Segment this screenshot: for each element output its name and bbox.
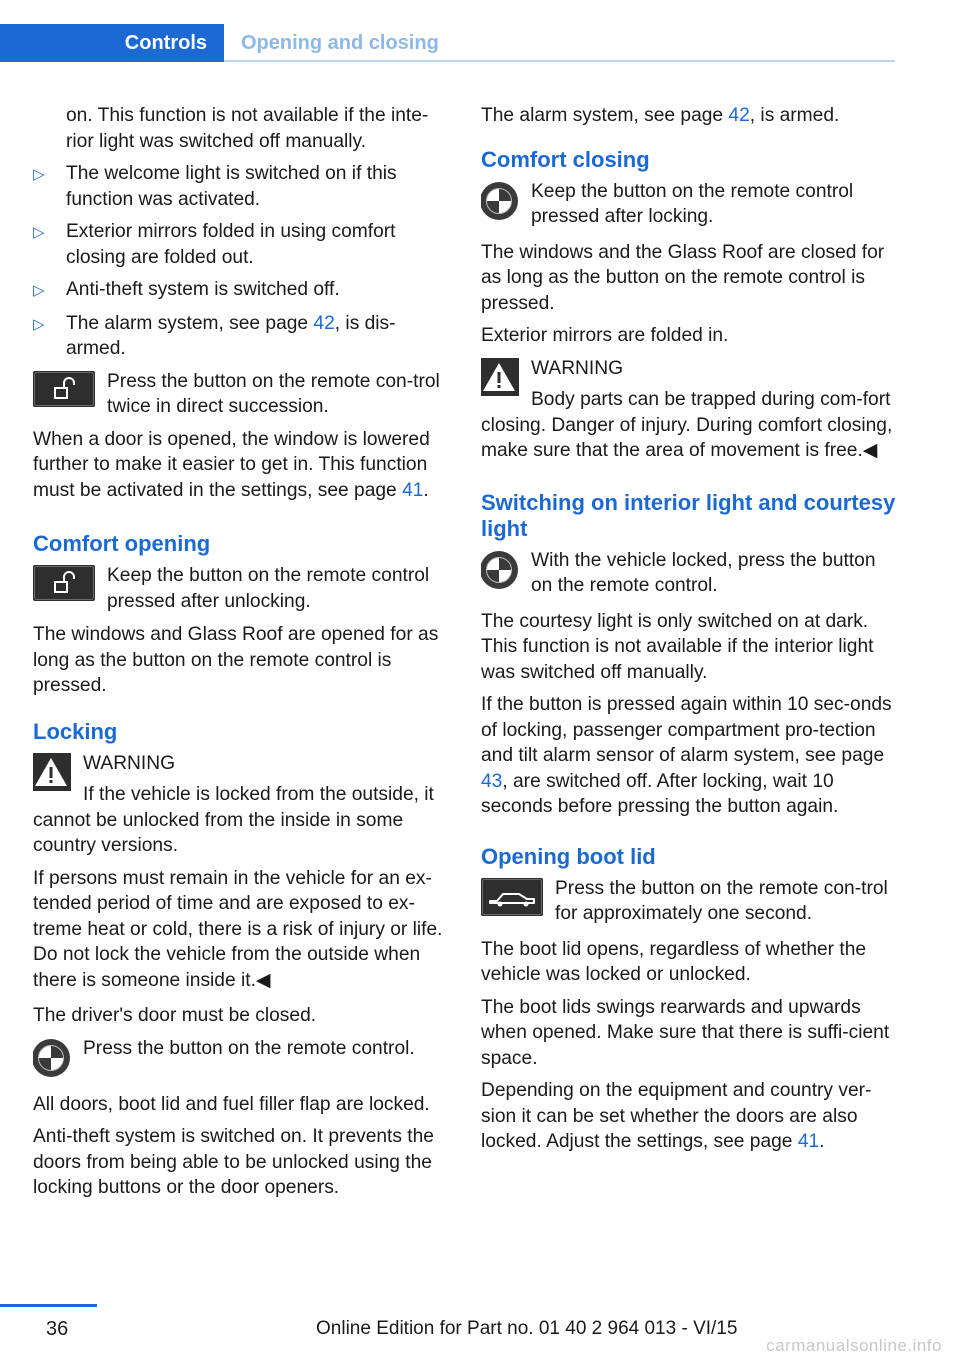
warning-text: If the vehicle is locked from the outside, it cannot be unlocked from the inside in some country versions. [33, 784, 434, 856]
warning-label: WARNING [83, 752, 176, 774]
page-link[interactable]: 41 [402, 479, 424, 501]
paragraph: The windows and the Glass Roof are closed for as long as the button on the remote control is pressed. [481, 241, 885, 314]
warning-triangle-icon [33, 753, 71, 791]
comfort-closing-instruction [481, 179, 899, 230]
list-item [33, 161, 451, 212]
paragraph: Exterior mirrors are folded in. [481, 325, 729, 346]
left-column [33, 103, 451, 1208]
page-link[interactable]: 43 [481, 770, 503, 792]
paragraph: The courtesy light is only switched on at dark. This function is not available if the interior light was switched off manually. [481, 610, 874, 683]
triangle-bullet-icon: ▷ [33, 315, 45, 333]
unlock-key-icon [33, 565, 95, 601]
warning-text: Body parts can be trapped during com-fort closing. Danger of injury. During comfort closing, make sure that the area of movement is free.◀ [481, 389, 893, 461]
instruction-text: Press the button on the remote con-trol twice in direct succession. [107, 370, 440, 417]
warning-box [481, 356, 899, 464]
lock-instruction [33, 1036, 451, 1082]
unlock-twice-instruction [33, 369, 451, 420]
warning-box [33, 751, 451, 859]
paragraph: Depending on the equipment and country ver-sion it can be set whether the doors are also locked. Adjust the settings, see page 41. [481, 1080, 872, 1152]
bmw-roundel-icon [33, 1038, 71, 1078]
list-item [33, 219, 451, 270]
instruction-text: Press the button on the remote control. [83, 1037, 415, 1059]
list-item-text: Anti-theft system is switched off. [66, 279, 340, 300]
comfort-opening-instruction [33, 563, 451, 614]
bullet-continuation: on. This function is not available if the inte-rior light was switched off manually. [66, 105, 429, 152]
page-link[interactable]: 42 [313, 312, 335, 334]
section-heading: Opening boot lid [481, 843, 656, 869]
list-item-text: The alarm system, see page 42, is dis-armed. [66, 312, 396, 359]
unlock-key-icon [33, 371, 95, 407]
watermark: carmanualsonline.info [766, 1336, 942, 1355]
triangle-bullet-icon: ▷ [33, 224, 45, 241]
triangle-bullet-icon: ▷ [33, 282, 45, 299]
header-divider [224, 60, 895, 62]
page-number: 36 [46, 1318, 69, 1340]
paragraph: The driver's door must be closed. [33, 1005, 317, 1026]
edition-note: Online Edition for Part no. 01 40 2 964 013 - VI/15 [316, 1318, 738, 1339]
footer-accent-line [0, 1304, 97, 1307]
paragraph: Anti-theft system is switched on. It prevents the doors from being able to be unlocked using the locking buttons or the door openers. [33, 1126, 434, 1198]
section-tab[interactable]: Controls [0, 24, 224, 62]
instruction-text: With the vehicle locked, press the button on the remote control. [531, 549, 876, 596]
warning-triangle-icon [481, 358, 519, 396]
list-item-text: Exterior mirrors folded in using comfort closing are folded out. [66, 221, 396, 268]
car-trunk-icon [481, 878, 543, 916]
paragraph: The boot lids swings rearwards and upwards when opened. Make sure that there is suffi-cient space. [481, 996, 890, 1069]
section-heading: Locking [33, 718, 118, 744]
section-heading: Comfort opening [33, 531, 211, 556]
boot-lid-instruction [481, 876, 899, 927]
list-item [33, 311, 451, 362]
section-heading: Comfort closing [481, 146, 650, 172]
paragraph: If persons must remain in the vehicle for an ex-tended period of time and are exposed to ex-treme heat or cold, there is a risk of injury or life. Do not lock the vehicle from the outside when there is someone inside it.◀ [33, 867, 443, 991]
interior-light-instruction [481, 548, 899, 599]
subsection-tab[interactable]: Opening and closing [241, 31, 439, 54]
triangle-bullet-icon: ▷ [33, 166, 45, 183]
list-item-text: The welcome light is switched on if this function was activated. [66, 163, 397, 210]
warning-label: WARNING [531, 357, 624, 379]
paragraph: If the button is pressed again within 10 sec-onds of locking, passenger compartment pro-tection and tilt alarm sensor of alarm system, see page 43, are switched off. After locking, wait 10 seconds before pressing the button again. [481, 694, 892, 817]
instruction-text: Press the button on the remote con-trol for approximately one second. [555, 877, 888, 924]
bmw-roundel-icon [481, 181, 519, 221]
instruction-text: Keep the button on the remote control pressed after unlocking. [107, 565, 430, 612]
paragraph: The alarm system, see page 42, is armed. [481, 105, 840, 126]
bmw-roundel-icon [481, 550, 519, 590]
section-heading: Switching on interior light and courtesy light [481, 489, 896, 541]
page-link[interactable]: 42 [728, 105, 750, 126]
paragraph: All doors, boot lid and fuel filler flap are locked. [33, 1093, 430, 1115]
paragraph: When a door is opened, the window is lowered further to make it easier to get in. This function must be activated in the settings, see page 41. [33, 428, 430, 501]
right-column [481, 103, 899, 1162]
page-header [0, 24, 895, 62]
list-item [33, 277, 451, 304]
instruction-text: Keep the button on the remote control pressed after locking. [531, 180, 854, 227]
page-link[interactable]: 41 [797, 1131, 820, 1152]
paragraph: The windows and Glass Roof are opened for as long as the button on the remote control is pressed. [33, 624, 439, 696]
paragraph: The boot lid opens, regardless of whether the vehicle was locked or unlocked. [481, 938, 867, 985]
